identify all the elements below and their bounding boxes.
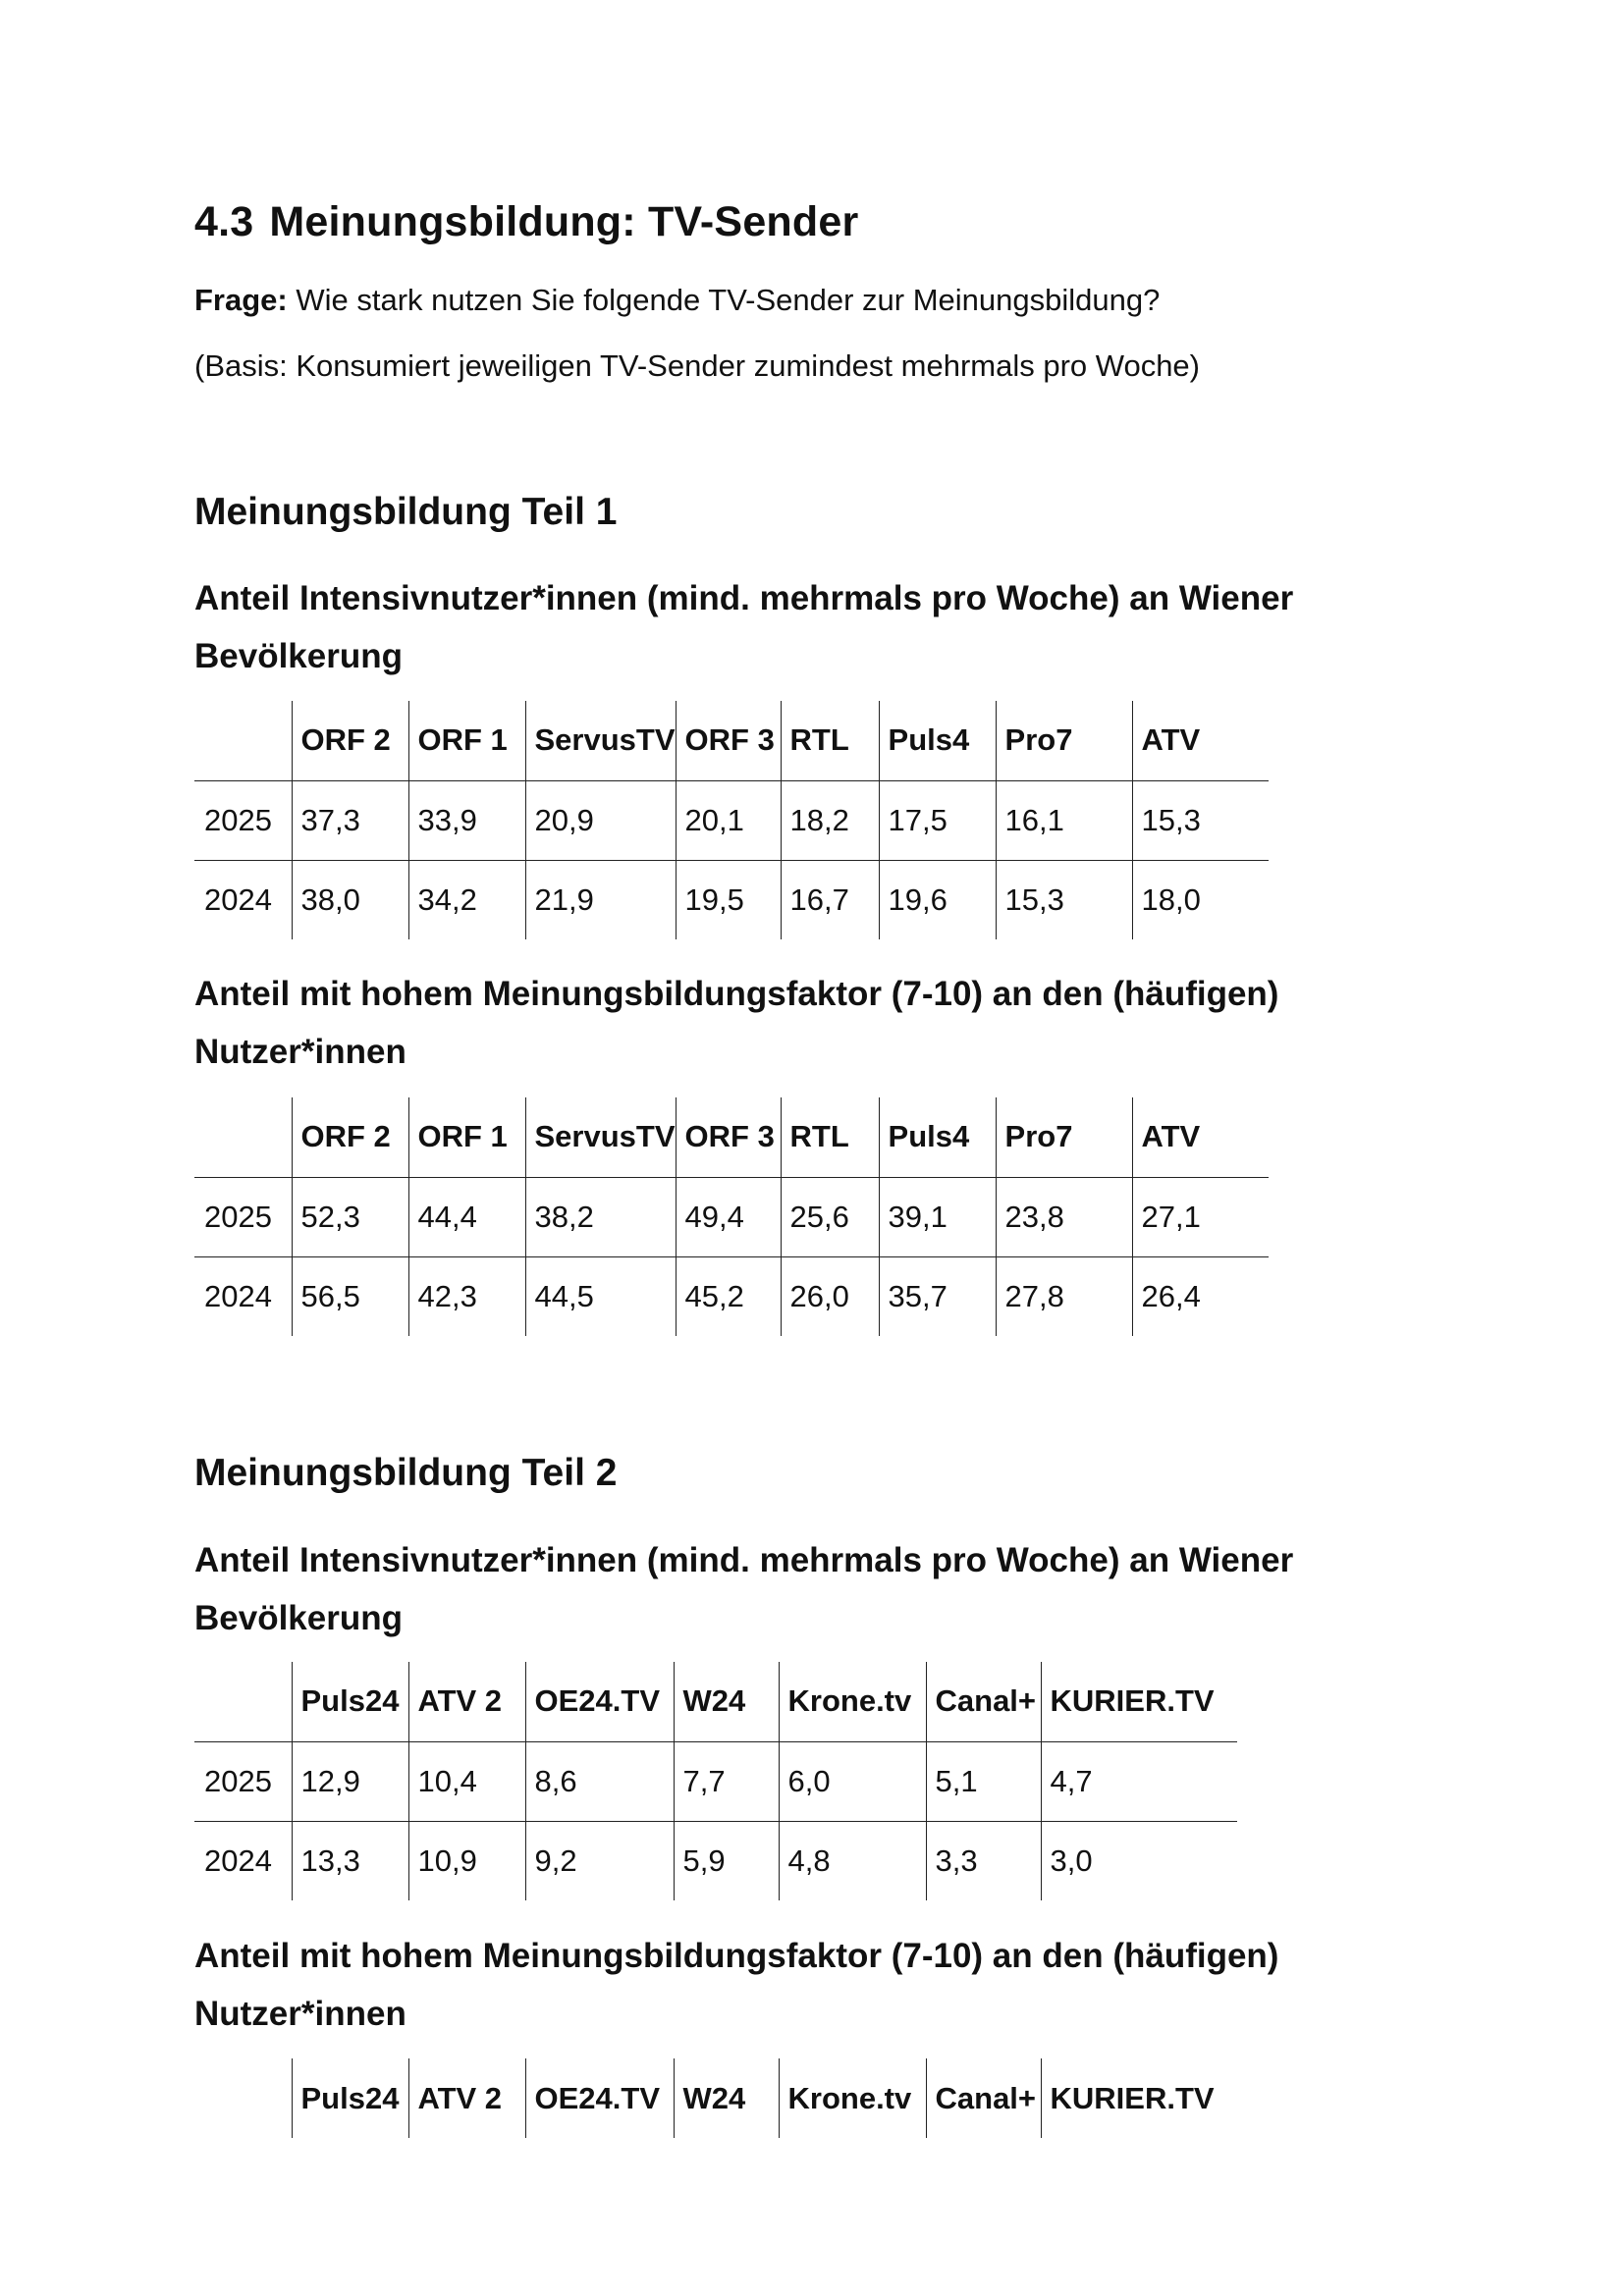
part2-table-b-title-line1: Anteil mit hohem Meinungsbildungsfaktor (7-10) an den (häufigen) bbox=[194, 1937, 1279, 1975]
table-row bbox=[194, 1741, 1237, 1821]
table-cell: 4,7 bbox=[1041, 1741, 1237, 1821]
column-header: RTL bbox=[781, 701, 879, 780]
table-cell: 27,1 bbox=[1132, 1177, 1269, 1256]
column-header: KURIER.TV bbox=[1041, 2058, 1237, 2138]
table-cell: 15,3 bbox=[996, 860, 1132, 939]
table-cell: 18,2 bbox=[781, 780, 879, 860]
part1-table-b-title bbox=[194, 965, 1432, 1081]
row-year: 2024 bbox=[204, 881, 272, 917]
table-corner-cell bbox=[194, 1097, 292, 1177]
table-cell: 18,0 bbox=[1132, 860, 1269, 939]
table-cell: 56,5 bbox=[292, 1256, 408, 1336]
table-cell: 39,1 bbox=[879, 1177, 996, 1256]
part2-table-a-title-line1: Anteil Intensivnutzer*innen (mind. mehrmals pro Woche) an Wiener bbox=[194, 1541, 1294, 1579]
table-row bbox=[194, 780, 1269, 860]
column-header: ATV 2 bbox=[408, 1662, 525, 1741]
column-header: W24 bbox=[674, 1662, 779, 1741]
table-cell: 15,3 bbox=[1132, 780, 1269, 860]
table-cell: 17,5 bbox=[879, 780, 996, 860]
table-cell: 5,1 bbox=[926, 1741, 1041, 1821]
table-cell: 16,7 bbox=[781, 860, 879, 939]
part1-table-b bbox=[194, 1097, 1269, 1336]
column-header: W24 bbox=[674, 2058, 779, 2138]
part2-table-b-title-line2: Nutzer*innen bbox=[194, 1995, 406, 2033]
part1-table-a bbox=[194, 701, 1269, 939]
table-cell: 27,8 bbox=[996, 1256, 1132, 1336]
section-number: 4.3 bbox=[194, 198, 254, 245]
table-row bbox=[194, 1821, 1237, 1900]
column-header: Canal+ bbox=[926, 2058, 1041, 2138]
table-cell: 19,6 bbox=[879, 860, 996, 939]
row-year: 2024 bbox=[204, 1842, 272, 1878]
column-header: ServusTV bbox=[525, 1097, 676, 1177]
column-header: Krone.tv bbox=[779, 1662, 926, 1741]
table-cell: 34,2 bbox=[408, 860, 525, 939]
row-year: 2025 bbox=[194, 1177, 292, 1256]
section-title: Meinungsbildung: TV-Sender bbox=[269, 198, 859, 245]
table-cell: 20,9 bbox=[525, 780, 676, 860]
column-header: ORF 1 bbox=[408, 1097, 525, 1177]
column-header: ORF 3 bbox=[676, 701, 781, 780]
column-header: Krone.tv bbox=[779, 2058, 926, 2138]
table-cell: 8,6 bbox=[525, 1741, 674, 1821]
column-header: RTL bbox=[781, 1097, 879, 1177]
table-row bbox=[194, 1256, 1269, 1336]
table-corner-cell bbox=[194, 2058, 292, 2138]
row-year: 2024 bbox=[204, 1278, 272, 1313]
table-cell: 26,0 bbox=[781, 1256, 879, 1336]
part1-table-b-title-line1: Anteil mit hohem Meinungsbildungsfaktor (7-10) an den (häufigen) bbox=[194, 975, 1279, 1013]
table-cell: 16,1 bbox=[996, 780, 1132, 860]
table-cell: 10,9 bbox=[408, 1821, 525, 1900]
table-cell: 7,7 bbox=[674, 1741, 779, 1821]
part2-table-b-title bbox=[194, 1927, 1432, 2043]
part2-table-a-title-line2: Bevölkerung bbox=[194, 1599, 403, 1637]
column-header: Puls24 bbox=[292, 2058, 408, 2138]
column-header: ORF 1 bbox=[408, 701, 525, 780]
row-year: 2025 bbox=[194, 1741, 292, 1821]
column-header: Canal+ bbox=[926, 1662, 1041, 1741]
table-corner-cell bbox=[194, 701, 292, 780]
part1-table-a-title-line1: Anteil Intensivnutzer*innen (mind. mehrmals pro Woche) an Wiener bbox=[194, 579, 1294, 617]
table-cell: 5,9 bbox=[674, 1821, 779, 1900]
table-cell: 52,3 bbox=[292, 1177, 408, 1256]
table-cell: 44,4 bbox=[408, 1177, 525, 1256]
table-cell: 25,6 bbox=[781, 1177, 879, 1256]
part2-heading: Meinungsbildung Teil 2 bbox=[194, 1452, 618, 1494]
column-header: Puls4 bbox=[879, 701, 996, 780]
row-year: 2025 bbox=[194, 780, 292, 860]
table-cell: 26,4 bbox=[1132, 1256, 1269, 1336]
table-cell: 3,3 bbox=[926, 1821, 1041, 1900]
column-header: KURIER.TV bbox=[1041, 1662, 1237, 1741]
table-cell: 4,8 bbox=[779, 1821, 926, 1900]
table-cell: 35,7 bbox=[879, 1256, 996, 1336]
column-header: Puls4 bbox=[879, 1097, 996, 1177]
table-cell: 23,8 bbox=[996, 1177, 1132, 1256]
part2-table-a bbox=[194, 1662, 1237, 1900]
table-row bbox=[194, 860, 1269, 939]
part2-table-b bbox=[194, 2058, 1237, 2138]
table-cell: 9,2 bbox=[525, 1821, 674, 1900]
table-cell: 33,9 bbox=[408, 780, 525, 860]
table-cell: 38,0 bbox=[292, 860, 408, 939]
column-header: ATV 2 bbox=[408, 2058, 525, 2138]
table-cell: 45,2 bbox=[676, 1256, 781, 1336]
table-header-row bbox=[194, 1097, 1269, 1177]
column-header: ORF 2 bbox=[292, 701, 408, 780]
column-header: OE24.TV bbox=[525, 1662, 674, 1741]
table-header-row bbox=[194, 1662, 1237, 1741]
basis-note: (Basis: Konsumiert jeweiligen TV-Sender zumindest mehrmals pro Woche) bbox=[194, 348, 1200, 383]
part1-heading: Meinungsbildung Teil 1 bbox=[194, 491, 618, 533]
table-header-row bbox=[194, 701, 1269, 780]
table-cell: 21,9 bbox=[525, 860, 676, 939]
question bbox=[194, 283, 1160, 318]
section-heading bbox=[194, 198, 858, 246]
table-corner-cell bbox=[194, 1662, 292, 1741]
part1-table-a-title bbox=[194, 569, 1432, 685]
table-cell: 13,3 bbox=[292, 1821, 408, 1900]
table-cell: 12,9 bbox=[292, 1741, 408, 1821]
column-header: ATV bbox=[1132, 1097, 1269, 1177]
column-header: ORF 2 bbox=[292, 1097, 408, 1177]
table-cell: 44,5 bbox=[525, 1256, 676, 1336]
column-header: ORF 3 bbox=[676, 1097, 781, 1177]
table-cell: 38,2 bbox=[525, 1177, 676, 1256]
question-text: Wie stark nutzen Sie folgende TV-Sender zur Meinungsbildung? bbox=[287, 283, 1161, 317]
column-header: Puls24 bbox=[292, 1662, 408, 1741]
part2-table-a-title bbox=[194, 1531, 1432, 1647]
column-header: OE24.TV bbox=[525, 2058, 674, 2138]
column-header: ServusTV bbox=[525, 701, 676, 780]
part1-table-b-title-line2: Nutzer*innen bbox=[194, 1033, 406, 1071]
column-header: Pro7 bbox=[996, 701, 1132, 780]
table-cell: 42,3 bbox=[408, 1256, 525, 1336]
part1-table-a-title-line2: Bevölkerung bbox=[194, 637, 403, 675]
table-cell: 20,1 bbox=[676, 780, 781, 860]
table-cell: 6,0 bbox=[779, 1741, 926, 1821]
question-label: Frage: bbox=[194, 283, 288, 317]
column-header: Pro7 bbox=[996, 1097, 1132, 1177]
table-cell: 19,5 bbox=[676, 860, 781, 939]
table-header-row bbox=[194, 2058, 1237, 2138]
table-cell: 10,4 bbox=[408, 1741, 525, 1821]
table-cell: 3,0 bbox=[1041, 1821, 1237, 1900]
table-cell: 49,4 bbox=[676, 1177, 781, 1256]
table-cell: 37,3 bbox=[292, 780, 408, 860]
table-row bbox=[194, 1177, 1269, 1256]
column-header: ATV bbox=[1132, 701, 1269, 780]
